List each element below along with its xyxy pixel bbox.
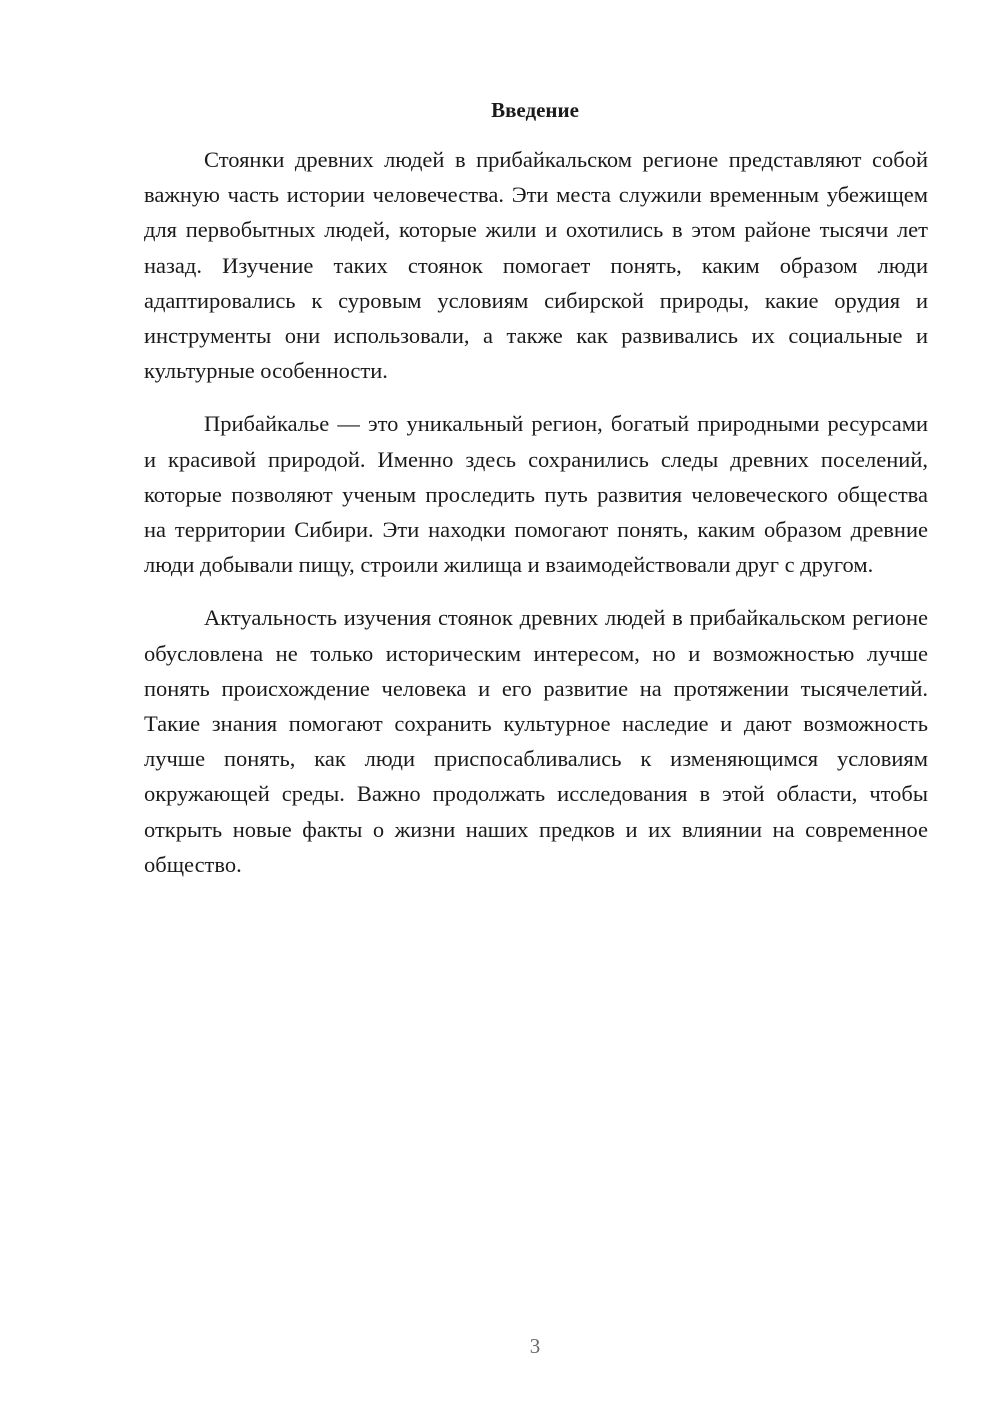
page-number: 3	[529, 1334, 541, 1358]
body-text	[144, 142, 928, 900]
section-title: Введение	[491, 98, 579, 122]
paragraph-1: Стоянки древних людей в прибайкальском регионе представляют собой важную часть истории человечества. Эти места служили временным убежищем для первобытных людей, которые жили и охотились в этом районе тысячи лет назад. Изучение таких стоянок помогает понять, каким образом люди адаптировались к суровым условиям сибирской природы, какие орудия и инструменты они использовали, а также как развивались их социальные и культурные особенности.	[144, 147, 928, 384]
paragraph-2: Прибайкалье — это уникальный регион, богатый природными ресурсами и красивой природой. Именно здесь сохранились следы древних поселений, которые позволяют ученым проследить путь развития человеческого общества на территории Сибири. Эти находки помогают понять, каким образом древние люди добывали пищу, строили жилища и взаимодействовали друг с другом.	[144, 411, 928, 578]
paragraph-3: Актуальность изучения стоянок древних людей в прибайкальском регионе обусловлена не только историческим интересом, но и возможностью лучше понять происхождение человека и его развитие на протяжении тысячелетий. Такие знания помогают сохранить культурное наследие и дают возможность лучше понять, как люди приспосабливались к изменяющимся условиям окружающей среды. Важно продолжать исследования в этой области, чтобы открыть новые факты о жизни наших предков и их влиянии на современное общество.	[144, 605, 928, 877]
